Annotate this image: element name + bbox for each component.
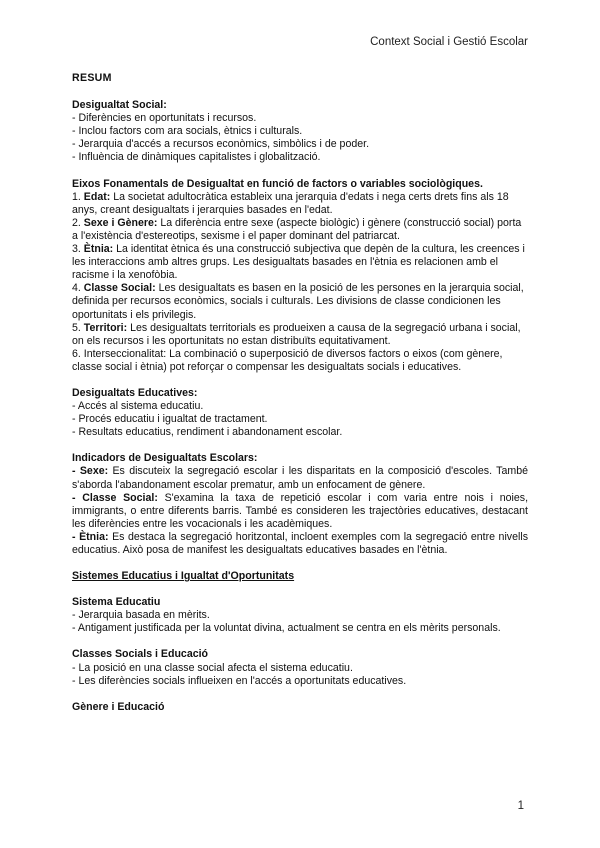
list-item: - Ètnia: Es destaca la segregació horitzontal, incloent exemples com la segregació entre nivells educatius. Això posa de manifest les desigualtats educatives basades en l'ètnia. [72,530,528,556]
section-heading: Indicadors de Desigualtats Escolars: [72,452,258,465]
list-item: 6. Interseccionalitat: La combinació o superposició de diversos factors o eixos (com gènere, classe social i ètnia) pot reforçar o compensar les desigualtats socials i educatives. [72,347,503,373]
list-item: - Resultats educatius, rendiment i abandonament escolar. [72,426,343,439]
section-heading: Gènere i Educació [72,700,165,713]
list-item: 3. Ètnia: La identitat ètnica és una construcció subjectiva que depèn de la cultura, les creences i les interaccions amb altres grups. Les desigualtats basades en l'ètnia es relacionen amb el racisme i la xenofòbia. [72,243,525,282]
section-inequality-axes [72,178,528,374]
list-item: 5. Territori: Les desigualtats territorials es produeixen a causa de la segregació urbana i social, on els recursos i les oportunitats no estan distribuïts equitativament. [72,321,521,347]
list-item: - La posició en una classe social afecta el sistema educatiu. [72,661,353,674]
list-item: - Inclou factors com ara socials, ètnics i culturals. [72,125,303,138]
list-item: 4. Classe Social: Les desigualtats es basen en la posició de les persones en la jerarquia social, definida per recursos econòmics, socials i culturals. Les divisions de classe condicionen les oportunitats i els privilegis. [72,282,524,321]
list-item: - Accés al sistema educatiu. [72,400,204,413]
section-educational-inequality [72,387,528,439]
page-header: Context Social i Gestió Escolar [370,36,528,48]
list-item: - Jerarquia basada en mèrits. [72,609,210,622]
section-indicators [72,452,528,557]
section-heading: Eixos Fonamentals de Desigualtat en funció de factors o variables sociològiques. [72,177,483,190]
doc-title: RESUM [72,72,112,84]
list-item: 1. Edat: La societat adultocràtica estableix una jerarquia d'edats i nega certs drets fins als 18 anys, creant desigualtats i jerarquies basades en l'edat. [72,190,509,216]
list-item: - Diferències en oportunitats i recursos. [72,112,257,125]
section-heading: Classes Socials i Educació [72,648,209,661]
section-social-inequality [72,99,528,164]
section-education-system [72,596,528,635]
section-heading: Desigualtats Educatives: [72,386,198,399]
list-item: - Sexe: Es discuteix la segregació escolar i les disparitats en la composició d'escoles. També s'aborda l'abandonament escolar prematur, amb un enfocament de gènere. [72,465,528,491]
section-heading: Sistema Educatiu [72,596,161,609]
list-item: - Influència de dinàmiques capitalistes i globalització. [72,151,321,164]
list-item: - Classe Social: S'examina la taxa de repetició escolar i com varia entre nois i noies, immigrants, o entre diferents barris. També es consideren les trajectòries educatives, destacant les diferències entre les vocacionals i les acadèmiques. [72,491,529,530]
section-heading: Desigualtat Social: [72,99,167,112]
section-social-classes [72,648,528,687]
list-item: - Les diferències socials influeixen en l'accés a oportunitats educatives. [72,674,407,687]
list-item: 2. Sexe i Gènere: La diferència entre sexe (aspecte biològic) i gènere (construcció social) porta a l'existència d'estereotips, sexisme i el paper dominant del patriarcat. [72,216,522,242]
chapter-heading: Sistemes Educatius i Igualtat d'Oportunitats [72,570,295,583]
list-item: - Procés educatiu i igualtat de tractament. [72,413,268,426]
document-body [72,72,528,714]
page-number: 1 [517,800,524,812]
list-item: - Jerarquia d'accés a recursos econòmics, simbòlics i de poder. [72,138,370,151]
list-item: - Antigament justificada per la voluntat divina, actualment se centra en els mèrits personals. [72,622,501,635]
